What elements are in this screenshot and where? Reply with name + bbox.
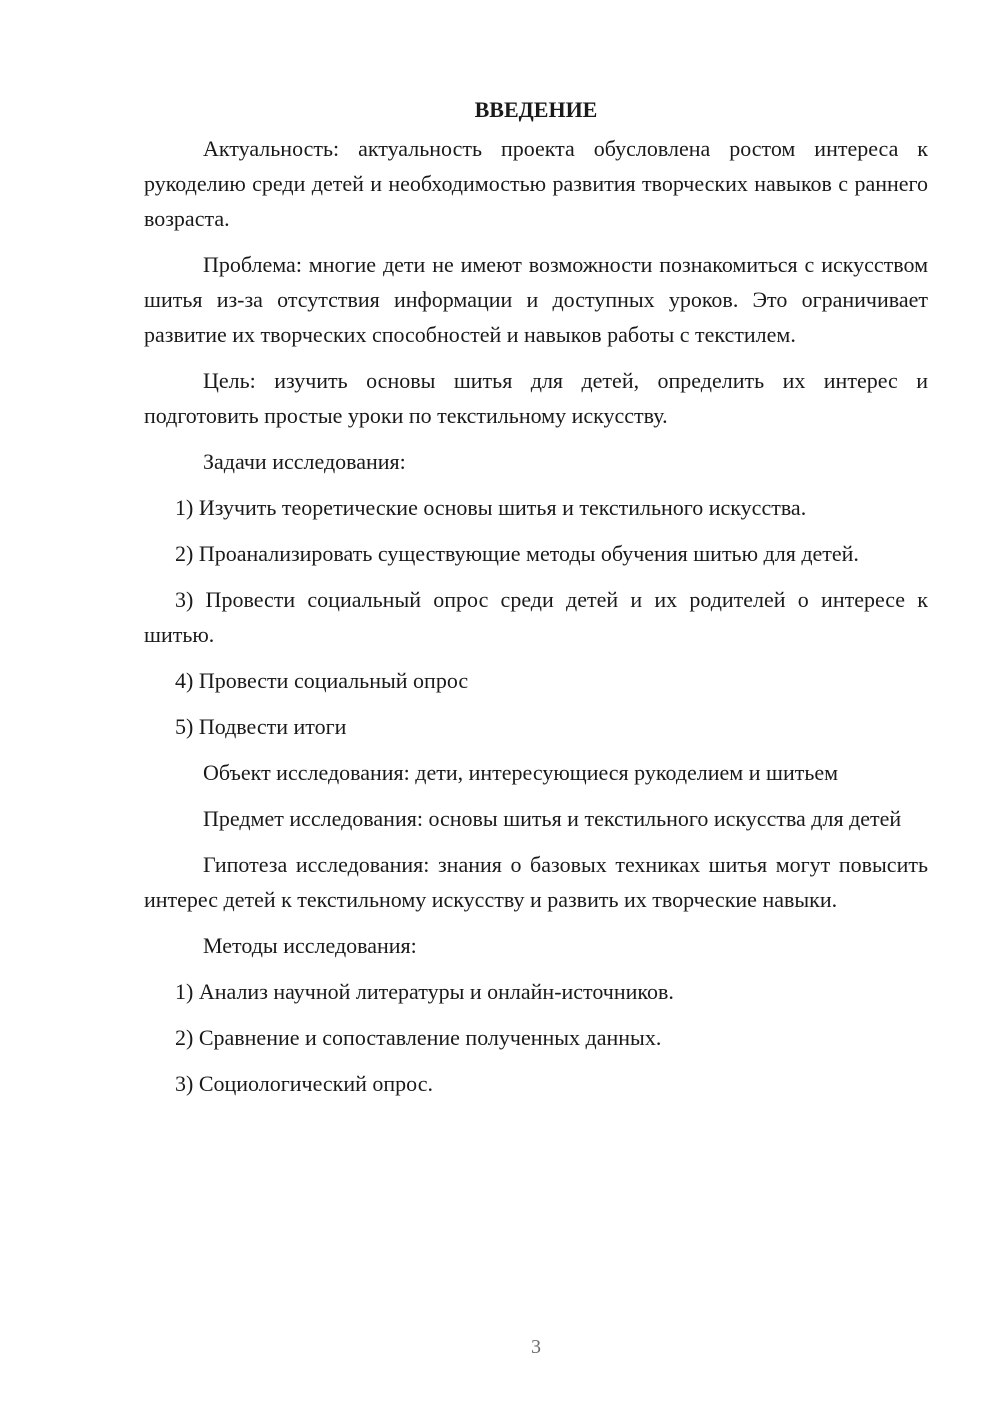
task-item-5: 5) Подвести итоги (175, 714, 347, 739)
section-title: ВВЕДЕНИЕ (474, 97, 598, 122)
paragraph-object: Объект исследования: дети, интересующиеся рукоделием и шитьем (203, 760, 839, 785)
methods-heading: Методы исследования: (203, 933, 417, 958)
paragraph-hypothesis: Гипотеза исследования: знания о базовых техниках шитья могут повысить интерес детей к текстильному искусству и развить их творческие навыки. (144, 852, 928, 912)
paragraph-goal: Цель: изучить основы шитья для детей, определить их интерес и подготовить простые уроки по текстильному искусству. (144, 368, 928, 428)
task-item-3: 3) Провести социальный опрос среди детей и их родителей о интересе к шитью. (144, 587, 928, 647)
method-item-2: 2) Сравнение и сопоставление полученных данных. (175, 1025, 662, 1050)
paragraph-problem: Проблема: многие дети не имеют возможности познакомиться с искусством шитья из-за отсутствия информации и доступных уроков. Это ограничивает развитие их творческих способностей и навыков работы с текстилем. (144, 252, 928, 347)
page-number: 3 (531, 1336, 541, 1358)
paragraph-relevance: Актуальность: актуальность проекта обусловлена ростом интереса к рукоделию среди детей и необходимостью развития творческих навыков с раннего возраста. (144, 136, 928, 231)
method-item-3: 3) Социологический опрос. (175, 1071, 433, 1096)
task-item-1: 1) Изучить теоретические основы шитья и текстильного искусства. (175, 495, 807, 520)
page-content (144, 92, 928, 1112)
method-item-1: 1) Анализ научной литературы и онлайн-источников. (175, 979, 674, 1004)
task-item-4: 4) Провести социальный опрос (175, 668, 469, 693)
paragraph-subject: Предмет исследования: основы шитья и текстильного искусства для детей (203, 806, 902, 831)
tasks-heading: Задачи исследования: (203, 449, 406, 474)
task-item-2: 2) Проанализировать существующие методы обучения шитью для детей. (175, 541, 859, 566)
